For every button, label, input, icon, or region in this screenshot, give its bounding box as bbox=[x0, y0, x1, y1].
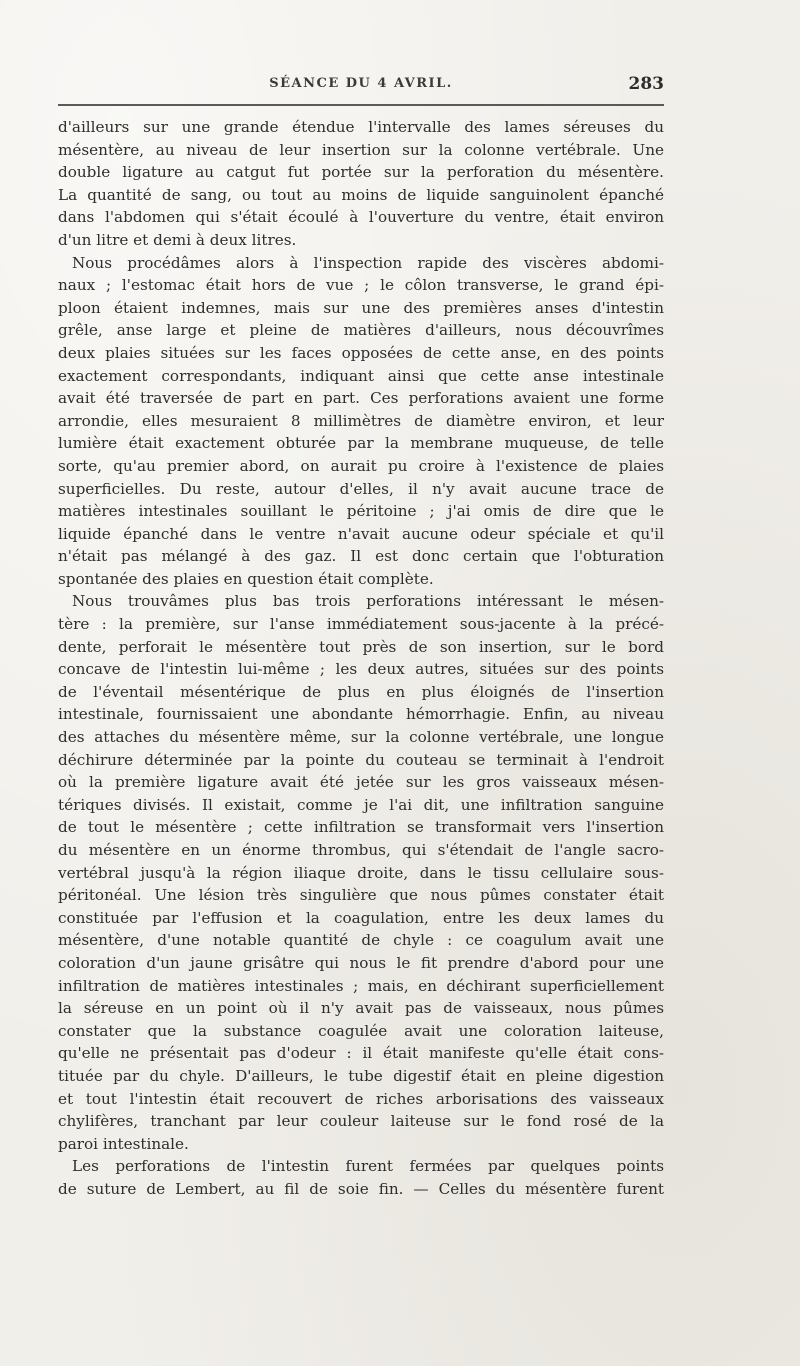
text-line: de l'éventail mésentérique de plus en plus éloignés de l'insertion bbox=[58, 682, 664, 701]
text-line: double ligature au catgut fut portée sur la perforation du mésentère. bbox=[58, 163, 664, 182]
text-line: superficielles. Du reste, autour d'elles, il n'y avait aucune trace de bbox=[58, 479, 664, 498]
text-line: liquide épanché dans le ventre n'avait aucune odeur spéciale et qu'il bbox=[58, 524, 664, 543]
text-line: chylifères, tranchant par leur couleur laiteuse sur le fond rosé de la bbox=[58, 1112, 664, 1131]
text-line: arrondie, elles mesuraient 8 millimètres de diamètre environ, et leur bbox=[58, 411, 664, 430]
text-line: la séreuse en un point où il n'y avait pas de vaisseaux, nous pûmes bbox=[58, 999, 664, 1018]
text-line: dans l'abdomen qui s'était écoulé à l'ouverture du ventre, était environ bbox=[58, 208, 664, 227]
text-line: tériques divisés. Il existait, comme je l'ai dit, une infiltration sanguine bbox=[58, 795, 664, 814]
text-line: avait été traversée de part en part. Ces perforations avaient une forme bbox=[58, 389, 664, 408]
page-header bbox=[58, 74, 664, 102]
text-line: vertébral jusqu'à la région iliaque droite, dans le tissu cellulaire sous- bbox=[58, 863, 664, 882]
text-line: constituée par l'effusion et la coagulation, entre les deux lames du bbox=[58, 908, 664, 927]
text-line: matières intestinales souillant le péritoine ; j'ai omis de dire que le bbox=[58, 502, 664, 521]
text-line: de tout le mésentère ; cette infiltration se transformait vers l'insertion bbox=[58, 818, 664, 837]
text-line: Nous trouvâmes plus bas trois perforations intéressant le mésen- bbox=[72, 592, 664, 611]
text-line: d'un litre et demi à deux litres. bbox=[58, 230, 297, 249]
text-line: des attaches du mésentère même, sur la colonne vertébrale, une longue bbox=[58, 728, 664, 747]
text-line: n'était pas mélangé à des gaz. Il est donc certain que l'obturation bbox=[58, 547, 664, 566]
text-line: La quantité de sang, ou tout au moins de liquide sanguinolent épanché bbox=[58, 185, 664, 204]
text-line: dente, perforait le mésentère tout près de son insertion, sur le bord bbox=[58, 637, 664, 656]
text-line: deux plaies situées sur les faces opposées de cette anse, en des points bbox=[58, 343, 664, 362]
text-line: intestinale, fournissaient une abondante hémorrhagie. Enfin, au niveau bbox=[58, 705, 664, 724]
text-line: mésentère, au niveau de leur insertion sur la colonne vertébrale. Une bbox=[58, 140, 664, 159]
text-line: concave de l'intestin lui-même ; les deux autres, situées sur des points bbox=[58, 660, 664, 679]
text-line: mésentère, d'une notable quantité de chyle : ce coagulum avait une bbox=[58, 931, 664, 950]
text-line: exactement correspondants, indiquant ainsi que cette anse intestinale bbox=[58, 366, 664, 385]
text-line: ploon étaient indemnes, mais sur une des premières anses d'intestin bbox=[58, 298, 664, 317]
text-line: coloration d'un jaune grisâtre qui nous le fit prendre d'abord pour une bbox=[58, 953, 664, 972]
text-line: Nous procédâmes alors à l'inspection rapide des viscères abdomi- bbox=[72, 253, 664, 272]
header-rule bbox=[58, 104, 664, 106]
text-line: tituée par du chyle. D'ailleurs, le tube digestif était en pleine digestion bbox=[58, 1066, 664, 1085]
text-line: d'ailleurs sur une grande étendue l'intervalle des lames séreuses du bbox=[58, 118, 664, 136]
text-line: lumière était exactement obturée par la membrane muqueuse, de telle bbox=[58, 434, 664, 453]
text-line: et tout l'intestin était recouvert de riches arborisations des vaisseaux bbox=[58, 1089, 664, 1108]
text-line: du mésentère en un énorme thrombus, qui s'étendait de l'angle sacro- bbox=[58, 841, 664, 859]
text-line: grêle, anse large et pleine de matières d'ailleurs, nous découvrîmes bbox=[58, 321, 664, 340]
text-line: tère : la première, sur l'anse immédiatement sous-jacente à la précé- bbox=[58, 615, 664, 634]
text-line: de suture de Lembert, au fil de soie fin. — Celles du mésentère furent bbox=[58, 1179, 664, 1198]
text-line: où la première ligature avait été jetée sur les gros vaisseaux mésen- bbox=[58, 773, 664, 792]
text-line: péritonéal. Une lésion très singulière que nous pûmes constater était bbox=[58, 886, 664, 905]
text-line: constater que la substance coagulée avait une coloration laiteuse, bbox=[58, 1021, 664, 1040]
text-line: sorte, qu'au premier abord, on aurait pu croire à l'existence de plaies bbox=[58, 456, 664, 475]
body-text bbox=[58, 116, 664, 1201]
text-line: Les perforations de l'intestin furent fermées par quelques points bbox=[72, 1157, 664, 1176]
text-line: infiltration de matières intestinales ; mais, en déchirant superficiellement bbox=[58, 976, 664, 995]
text-line: spontanée des plaies en question était complète. bbox=[58, 569, 434, 588]
text-line: naux ; l'estomac était hors de vue ; le côlon transverse, le grand épi- bbox=[58, 276, 664, 295]
text-line: déchirure déterminée par la pointe du couteau se terminait à l'endroit bbox=[58, 750, 664, 769]
page-number: 283 bbox=[628, 74, 664, 94]
running-head: SÉANCE DU 4 AVRIL. bbox=[269, 76, 453, 91]
text-line: paroi intestinale. bbox=[58, 1134, 189, 1153]
text-line: qu'elle ne présentait pas d'odeur : il était manifeste qu'elle était cons- bbox=[58, 1044, 664, 1063]
